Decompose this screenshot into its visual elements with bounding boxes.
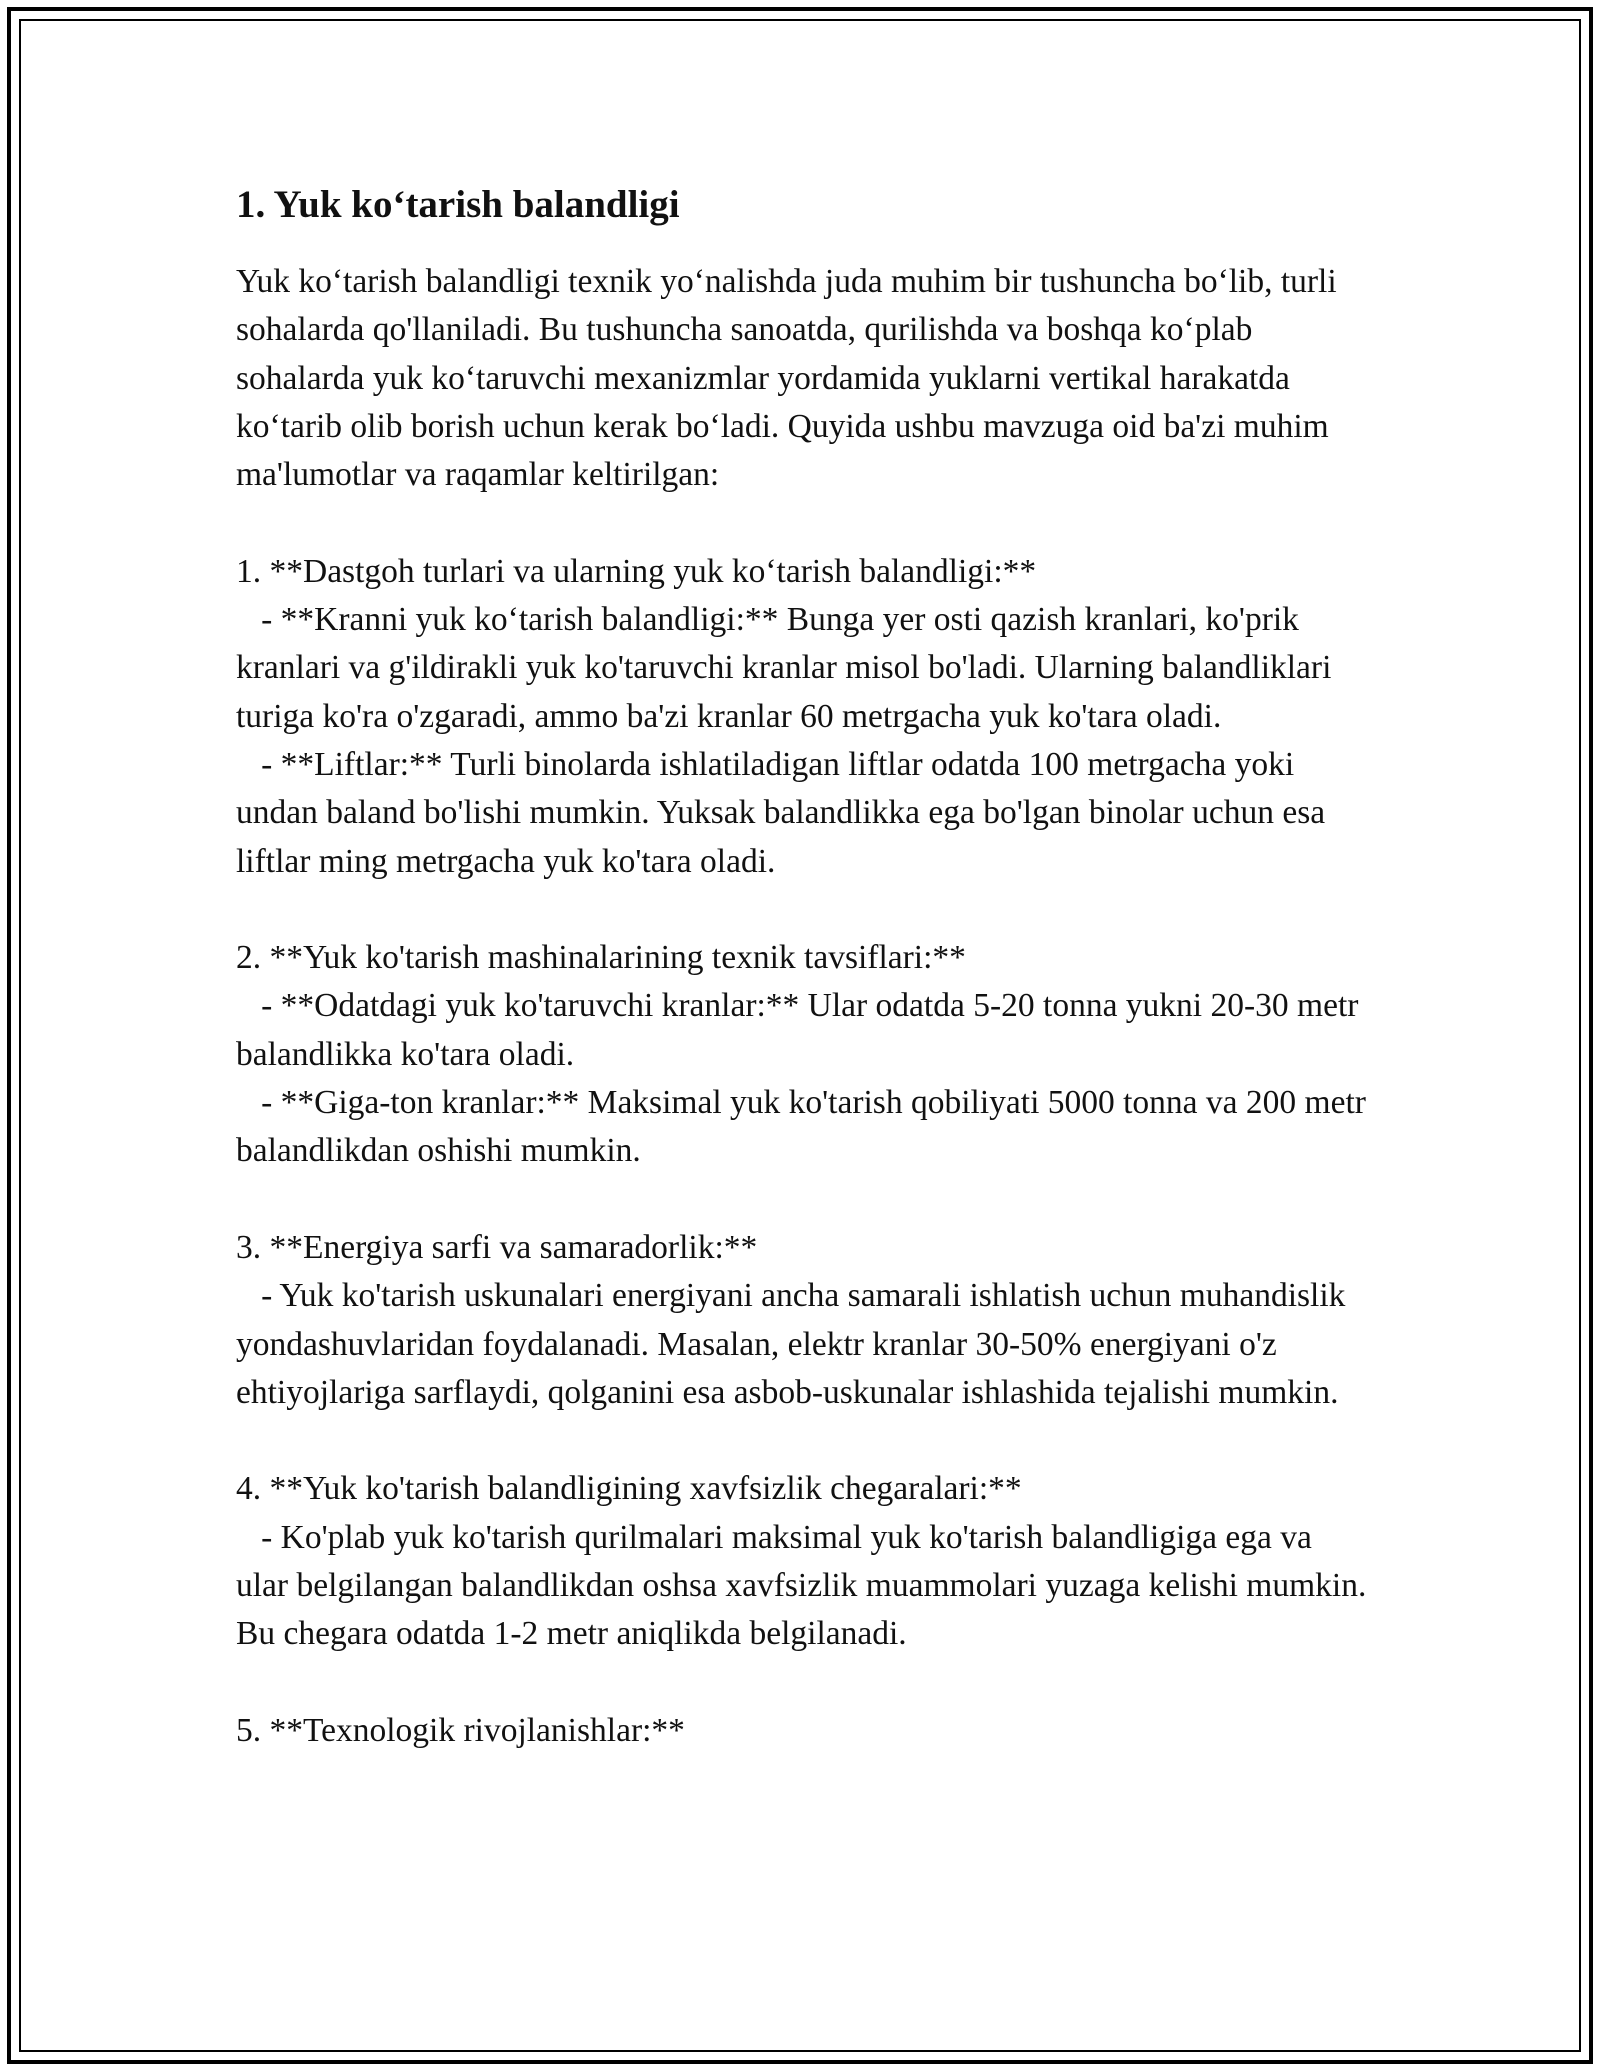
document-body: Yuk ko‘tarish balandligi texnik yo‘nalishda juda muhim bir tushuncha bo‘lib, turli sohalarda qo'llaniladi. Bu tushuncha sanoatda, qurilishda va boshqa ko‘plab sohalarda yuk ko‘taruvchi mexanizmlar yordamida yuklarni vertikal harakatda ko‘tarib olib borish uchun kerak bo‘ladi. Quyida ushbu mavzuga oid ba'zi muhim ma'lumotlar va raqamlar keltirilgan: 1. **Dastgoh turlari va ularning yuk ko‘tarish balandligi:** - **Kranni yuk ko‘tarish balandligi:** Bunga yer osti qazish kranlari, ko'prik kranlari va g'ildirakli yuk ko'taruvchi kranlar misol bo'ladi. Ularning balandliklari turiga ko'ra o'zgaradi, ammo ba'zi kranlar 60 metrgacha yuk ko'tara oladi. - **Liftlar:** Turli binolarda ishlatiladigan liftlar odatda 100 metrgacha yoki undan baland bo'lishi mumkin. Yuksak balandlikka ega bo'lgan binolar uchun esa liftlar ming metrgacha yuk ko'tara oladi. 2. **Yuk ko'tarish mashinalarining texnik tavsiflari:** - **Odatdagi yuk ko'taruvchi kranlar:** Ular odatda 5-20 tonna yukni 20-30 metr balandlikka ko'tara oladi. - **Giga-ton kranlar:** Maksimal yuk ko'tarish qobiliyati 5000 tonna va 200 metr balandlikdan oshishi mumkin. 3. **Energiya sarfi va samaradorlik:** - Yuk ko'tarish uskunalari energiyani ancha samarali ishlatish uchun muhandislik yondashuvlaridan foydalanadi. Masalan, elektr kranlar 30-50% energiyani o'z ehtiyojlariga sarflaydi, qolganini esa asbob-uskunalar ishlashida tejalishi mumkin. 4. **Yuk ko'tarish balandligining xavfsizlik chegaralari:** - Ko'plab yuk ko'tarish qurilmalari maksimal yuk ko'tarish balandligiga ega va ular belgilangan balandlikdan oshsa xavfsizlik muammolari yuzaga kelishi mumkin. Bu chegara odatda 1-2 metr aniqlikda belgilanadi. 5. **Texnologik rivojlanishlar:** [236,263,1367,1749]
document-content [236,182,1371,1755]
document-title: 1. Yuk ko‘tarish balandligi [236,183,680,226]
